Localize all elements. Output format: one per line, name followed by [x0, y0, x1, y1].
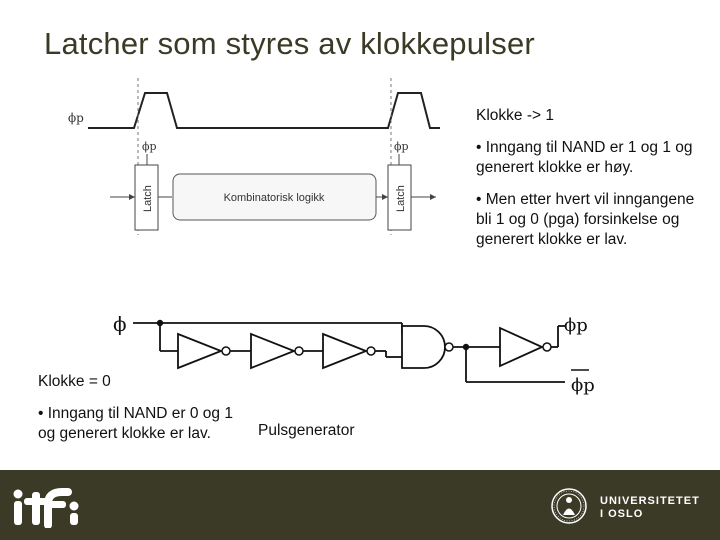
inverter-3-bubble [367, 347, 375, 355]
nand-gate [402, 326, 445, 368]
right-bullet-2: • Men etter hvert vil inngangene bli 1 og 0 (pga) forsinkelse og generert klokke er lav. [476, 191, 695, 248]
inverter-1 [178, 334, 221, 368]
latch-left-label: Latch [142, 185, 154, 212]
inverter-2-bubble [295, 347, 303, 355]
university-name-line2: I OSLO [600, 508, 644, 520]
slide-title: Latcher som styres av klokkepulser [44, 26, 535, 61]
arrowhead-right-out [430, 194, 436, 200]
left-heading: Klokke = 0 [38, 373, 111, 390]
left-explanation [38, 372, 238, 456]
footer-bar [0, 470, 720, 540]
pulsgenerator-label: Pulsgenerator [258, 422, 355, 439]
right-bullet-1: • Inngang til NAND er 1 og 1 og generert klokke er høy. [476, 139, 693, 176]
arrowhead-logic-out [382, 194, 388, 200]
right-heading: Klokke -> 1 [476, 107, 554, 124]
clock-pulse-waveform [88, 93, 440, 128]
university-seal-icon [550, 487, 588, 525]
combinational-logic-label: Kombinatorisk logikk [223, 192, 325, 204]
nand-gate-bubble [445, 343, 453, 351]
circuit-phi-p-bar-label: ϕp [571, 375, 595, 396]
latch-left-clock-label: ϕp [142, 140, 157, 153]
output-inverter-bubble [543, 343, 551, 351]
ifi-logo [10, 482, 82, 528]
circuit-phi-label: ϕ [113, 312, 127, 336]
arrowhead-left-in [129, 194, 135, 200]
timing-phi-p-label: ϕp [68, 111, 84, 125]
left-bullet-1: • Inngang til NAND er 0 og 1 og generert klokke er lav. [38, 405, 233, 442]
circuit-phi-p-label: ϕp [564, 315, 588, 336]
university-name-line1: UNIVERSITETET [600, 495, 700, 507]
latch-right-clock-label: ϕp [394, 140, 409, 153]
latch-right-label: Latch [395, 185, 407, 212]
university-name [600, 495, 700, 521]
output-inverter [500, 328, 542, 366]
right-explanation [476, 106, 712, 262]
inverter-1-bubble [222, 347, 230, 355]
inverter-2 [251, 334, 294, 368]
inverter-3 [323, 334, 366, 368]
